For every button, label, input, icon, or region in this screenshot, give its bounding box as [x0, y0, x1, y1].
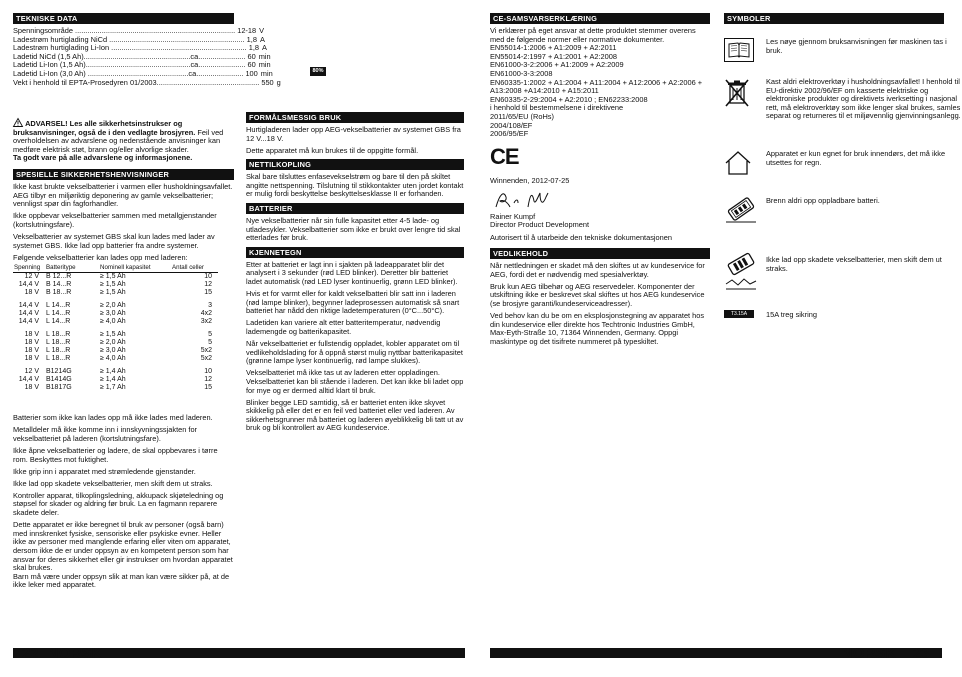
ce-header: CE-SAMSVARSERKLÆRING — [490, 13, 710, 24]
battery-cell: 15 — [204, 289, 212, 297]
spec-row — [13, 77, 281, 88]
spec-label: Ladetid Li-Ion (3,0 Ah) .................................................ca....................... — [13, 68, 244, 78]
symbol-bin — [724, 77, 961, 140]
th-capacity: Nominell kapasitet — [99, 264, 171, 273]
th-cells: Antall celler — [171, 264, 218, 273]
spec-unit: V — [259, 26, 265, 35]
page-number-left: 22 — [22, 645, 39, 662]
battery-cell: 12 — [204, 281, 212, 289]
spec-unit: A — [259, 34, 265, 44]
spec-label: Ladetid Li-Ion (1,5 Ah)...................................................ca....................... — [13, 60, 246, 70]
battery-row — [13, 376, 218, 384]
battery-row — [13, 281, 218, 289]
ce-text: Vi erklærer på eget ansvar at dette produktet stemmer overens med de følgende normer eller normative dokumenter. EN55014-1:2006 + A1:2009 + A2:2011 EN55014-2:1997 + A1:2001 + A2:2008 EN61000-3-2:2006 + A1:2009 + A2:2009 EN61000-3-3:2008 EN60335-1:2002 + A1:2004 + A11:2004 + A12:2006 + A2:2006 + A13:2008 +A14:2010 + A15:2011 EN60335-2-29:2004 + A2:2010 ; EN62233:2008 i henhold til bestemmelsene i direktivene 2011/65/EU (RoHs) 2004/108/EF 2006/95/EF — [490, 26, 703, 139]
spec-unit: min — [258, 51, 271, 61]
middle-column — [246, 112, 464, 437]
spec-label: Spenningsområde .............................................................................. — [13, 26, 236, 35]
sign-p3: Ladetiden kan variere alt etter batteritemperatur, nødvendig lademengde og batterikapasitet. — [246, 318, 441, 336]
signer-name: Rainer Kumpf — [490, 211, 536, 221]
safety-p6: Metalldeler må ikke komme inn i innskyvningssjakten for vekselbatteriet på laderen (kortslutningsfare). — [13, 425, 198, 443]
battery-cell: ≥ 1,4 Ah — [100, 376, 126, 384]
purpose-p2: Dette apparatet må kun brukes til de oppgitte formål. — [246, 145, 419, 155]
battery-header: BATTERIER — [246, 203, 464, 214]
th-voltage: Spenning — [13, 264, 45, 273]
battery-cell: ≥ 4,0 Ah — [100, 355, 126, 363]
warning-icon — [13, 118, 23, 127]
maint-p1: Når nettledningen er skadet må den skiftes ut av kundeservice for AEG, fordi det er nødvendig med spesialverktøy. — [490, 261, 705, 279]
battery-cell: ≥ 4,0 Ah — [100, 318, 126, 326]
symbols-header: SYMBOLER — [724, 13, 944, 24]
battery-row — [13, 310, 218, 318]
battery-cell: ≥ 1,5 Ah — [100, 289, 126, 297]
safety-p10: Kontroller apparat, tilkoplingsledning, akkupack skjøteledning og støpsel for skader og aldring før bruk. La en fagmann reparere skadete deler. — [13, 490, 224, 518]
battery-row — [13, 302, 218, 310]
left-body — [13, 118, 234, 593]
spec-label: Ladestrøm hurtiglading NiCd .................................................................. — [13, 34, 245, 44]
charge-badge: 80% — [310, 67, 326, 76]
battery-cell: L 18...R — [46, 331, 71, 339]
house-icon — [724, 150, 752, 176]
battery-row — [13, 368, 218, 376]
battery-table — [13, 264, 218, 392]
battery-cell: ≥ 1,4 Ah — [100, 368, 126, 376]
mains-p1: Skal bare tilsluttes enfasevekselstrøm og bare til den på skiltet angitte nettspenning. Tilslutning til stikkontakter uten jordet kontakt er mulig fordi beskyttelse beskyttelsesklasse II er forhanden. — [246, 172, 464, 199]
sign-header: KJENNETEGN — [246, 247, 464, 258]
battery-row — [13, 273, 218, 282]
symbol-fire — [724, 192, 944, 228]
battery-cell: ≥ 1,7 Ah — [100, 384, 126, 392]
fuse-label: T3.15A — [730, 311, 748, 317]
spec-label: Ladestrøm hurtiglading Li-Ion .................................................................. — [13, 43, 247, 53]
spec-value: 1,8 — [248, 43, 259, 53]
battery-cell: 14,4 V — [18, 376, 39, 384]
symbol-text-bin: Kast aldri elektroverktøy i husholdningsavfallet! I henhold til EU-direktiv 2002/96/EF om kasserte elektriske og elektroniske produkter og direktivets iverksetting i nasjonal rett, må elektroverktøy som ikke lenger skal brukes, samles separat og returneres til et miljøvennlig gjenvinningsanlegg. — [766, 77, 961, 121]
battery-cell: 14,4 V — [18, 310, 39, 318]
spec-unit: min — [258, 60, 271, 70]
battery-cell: 5 — [208, 331, 212, 339]
battery-row — [13, 347, 218, 355]
battery-cell: 4x2 — [200, 310, 212, 318]
mains-header: NETTILKOPLING — [246, 159, 464, 170]
language-right: NORSK — [842, 645, 897, 662]
spec-label: Vekt i henhold til EPTA-Prosedyren 01/2003.................................................. — [13, 77, 260, 87]
ce-mark: CE — [490, 143, 519, 169]
warning-bold: ADVARSEL! Les alle sikkerhetsinstrukser og bruksanvisninger, også de i den vedlagte brosjyren. — [13, 119, 196, 137]
battery-cell: B 18...R — [46, 289, 72, 297]
battery-row — [13, 384, 218, 392]
spec-list — [13, 26, 281, 87]
left-column — [13, 13, 281, 87]
language-left: NORSK — [48, 645, 103, 662]
purpose-p1: Hurtigladeren lader opp AEG-vekselbatterier av systemet GBS fra 12 V...18 V. — [246, 125, 461, 143]
warning-paragraph — [13, 118, 234, 163]
page-number-right: 23 — [913, 645, 930, 662]
battery-cell: 14,4 V — [18, 281, 39, 289]
battery-cell: ≥ 3,0 Ah — [100, 310, 126, 318]
battery-cell: 18 V — [24, 339, 39, 347]
warning-text: Feil ved overholdelsen av advarslene og nedenstående anvisninger kan medføre elektrisk støt, brann og/eller alvorlige skader. — [13, 127, 224, 154]
spec-value: 550 — [261, 77, 274, 87]
symbol-text-book: Les nøye gjennom bruksanvisningen før maskinen tas i bruk. — [766, 37, 947, 55]
battery-cell: 14,4 V — [18, 318, 39, 326]
safety-p7: Ikke åpne vekselbatterier og ladere, de skal oppbevares i tørre rom. Beskyttes mot fuktighet. — [13, 446, 218, 464]
sign-p5: Vekselbatteriet må ikke tas ut av laderen etter oppladingen. Vekselbatteriet kan bli stående i laderen. Det kan ikke bli ladet opp for mye og er dermed alltid klart til bruk. — [246, 368, 464, 395]
battery-cell: ≥ 2,0 Ah — [100, 339, 126, 347]
battery-cell: ≥ 1,5 Ah — [100, 281, 126, 289]
battery-cell: 5x2 — [200, 347, 212, 355]
crossed-bin-icon — [724, 78, 750, 108]
battery-cell: 10 — [204, 368, 212, 376]
safety-p1: Ikke kast brukte vekselbatterier i varmen eller husholdningsavfallet. AEG tilbyr en miljøriktig deponering av gamle vekselbatterier; vennligst spør din fagforhandler. — [13, 181, 233, 209]
symbol-text-damaged: Ikke lad opp skadete vekselbatterier, men skift dem ut straks. — [766, 255, 942, 273]
battery-cell: B1214G — [46, 368, 72, 376]
battery-cell: 5x2 — [200, 355, 212, 363]
safety-p11: Dette apparatet er ikke beregnet til bruk av personer (også barn) med innskrenket fysiske, sensoriske eller psykiske evner. Heller ikke av personer med manglende erfaring eller viten om apparatet, dersom ikke de er under oppsyn av en kompetent person som har ansvar for deres sikkerhet eller gir instrukser om hvordan apparatet skal brukes. Barn må være under oppsyn slik at man kan være sikker på, at de ikke leker med apparatet. — [13, 520, 233, 590]
symbol-text-fire: Brenn aldri opp oppladbare batteri. — [766, 196, 880, 205]
symbol-book — [724, 37, 947, 68]
battery-cell: L 14...R — [46, 302, 71, 310]
spec-value: 1,8 — [246, 34, 257, 44]
battery-cell: 3x2 — [200, 318, 212, 326]
book-icon — [724, 38, 754, 62]
safety-p2: Ikke oppbevar vekselbatterier sammen med metallgjenstander (kortslutningsfare). — [13, 211, 217, 229]
purpose-header: FORMÅLSMESSIG BRUK — [246, 112, 464, 123]
sign-p6: Blinker begge LED samtidig, så er batteriet enten ikke skyvet skikkelig på eller det er en feil ved batteriet eller ved laderen. Av sikkerhetsgrunner må batteriet og laderen øyeblikkelig bli tatt ut av bruk og bli kontrollert av AEG kundeservice. — [246, 397, 464, 433]
symbol-damaged — [724, 250, 944, 294]
sign-p4: Når vekselbatteriet er fullstendig oppladet, kobler apparatet om til vedlikeholdslading for å oppnå størst mulig nyttbar batterikapasitet (grønne lampe lyser kontinuerlig, rød lampe slukkes). — [246, 339, 463, 366]
battery-cell: B1414G — [46, 376, 72, 384]
battery-cell: ≥ 2,0 Ah — [100, 302, 126, 310]
spec-value: 100 — [245, 68, 258, 78]
battery-cell: 15 — [204, 384, 212, 392]
maint-p3: Ved behov kan du be om en eksplosjonstegning av apparatet hos din kundeservice eller direkte hos Techtronic Industries GmbH, Max-Eyth-Straße 10, 71364 Winnenden, Germany. Oppgi maskintype og det tisifrete nummeret på typeskiltet. — [490, 311, 705, 346]
battery-cell: 18 V — [24, 347, 39, 355]
battery-cell: B1817G — [46, 384, 72, 392]
symbols-column — [724, 13, 944, 27]
spec-unit: A — [262, 43, 267, 53]
safety-p3: Vekselbatterier av systemet GBS skal kun lades med lader av systemet GBS. Ikke lad opp batterier fra andre systemer. — [13, 231, 215, 250]
battery-cell: 18 V — [24, 289, 39, 297]
sign-p1: Etter at batteriet er lagt inn i sjakten på ladeapparatet blir det analysert i 3 sekunder (rød LED blinker). Deretter blir batteriet ladet automatisk (rød LED lyser kontinuerlig, grønn LED blinker). — [246, 259, 458, 287]
safety-p4: Følgende vekselbatterier kan lades opp med laderen: — [13, 252, 188, 262]
declaration-date: Winnenden, 2012-07-25 — [490, 175, 570, 185]
spec-value: 60 — [247, 60, 256, 70]
battery-cell: 10 — [204, 273, 212, 281]
battery-cell: L 14...R — [46, 318, 71, 326]
battery-cell: 12 — [204, 376, 212, 384]
battery-cell: 18 V — [24, 384, 39, 392]
battery-cell: 12 V — [24, 273, 39, 281]
spec-unit: min — [260, 68, 273, 78]
warning-keep: Ta godt vare på alle advarslene og informasjonene. — [13, 153, 193, 163]
battery-cell: 18 V — [24, 331, 39, 339]
symbol-house — [724, 150, 944, 180]
battery-cell: B 12...R — [46, 273, 72, 281]
battery-cell: L 18...R — [46, 339, 71, 347]
fuse-icon — [724, 310, 754, 318]
battery-cell: 14,4 V — [18, 302, 39, 310]
battery-fire-icon — [724, 192, 758, 226]
maint-p2: Bruk kun AEG tilbehør og AEG reservedeler. Komponenter der utskiftning ikke er beskrevet skal skiftes ut hos AEG kundeservice (se brosjyre garanti/kundeserviceadresser). — [490, 281, 705, 308]
symbol-fuse — [724, 310, 944, 324]
spec-value: 60 — [247, 51, 256, 61]
battery-cell: 5 — [208, 339, 212, 347]
battery-cell: L 14...R — [46, 310, 71, 318]
battery-row — [13, 318, 218, 326]
spec-value: 12-18 — [237, 26, 257, 35]
authorized-text: Autorisert til å utarbeide den tekniske dokumentasjonen — [490, 232, 673, 242]
safety-p8: Ikke grip inn i apparatet med strømledende gjenstander. — [13, 466, 196, 476]
battery-row — [13, 289, 218, 297]
maintenance-header: VEDLIKEHOLD — [490, 248, 710, 259]
spec-label: Ladetid NiCd (1,5 Ah)....................................................ca....................... — [13, 51, 246, 61]
tech-data-header: TEKNISKE DATA — [13, 13, 234, 24]
battery-cell: ≥ 1,5 Ah — [100, 331, 126, 339]
symbol-text-fuse: 15A treg sikring — [766, 310, 817, 319]
battery-cell: ≥ 3,0 Ah — [100, 347, 126, 355]
safety-p9: Ikke lad opp skadete vekselbatterier, men skift dem ut straks. — [13, 478, 213, 488]
battery-row — [13, 339, 218, 347]
battery-p1: Nye vekselbatterier når sin fulle kapasitet etter 4-5 lade- og utladesykler. Vekselbatterier som ikke er brukt over lengre tid skal etterlades før bruk. — [246, 216, 461, 243]
battery-row — [13, 355, 218, 363]
damaged-battery-icon — [724, 250, 758, 292]
safety-p5: Batterier som ikke kan lades opp må ikke lades med laderen. — [13, 413, 213, 423]
th-type: Batteritype — [45, 264, 99, 273]
battery-cell: B 14...R — [46, 281, 72, 289]
battery-cell: ≥ 1,5 Ah — [100, 273, 126, 281]
signer-title: Director Product Development — [490, 220, 589, 230]
battery-cell: 18 V — [24, 355, 39, 363]
right-column — [490, 13, 710, 350]
signature-image — [494, 189, 554, 211]
battery-row — [13, 331, 218, 339]
safety-header: SPESIELLE SIKKERHETSHENVISNINGER — [13, 169, 234, 180]
battery-cell: L 18...R — [46, 347, 71, 355]
spec-unit: g — [276, 77, 281, 87]
battery-cell: 12 V — [24, 368, 39, 376]
symbol-text-house: Apparatet er kun egnet for bruk innendørs, det må ikke utsettes for regn. — [766, 149, 946, 167]
battery-cell: 3 — [208, 302, 212, 310]
sign-p2: Hvis et for varmt eller for kaldt vekselbatteri blir satt inn i laderen (rød lampe blinker), begynner ladeprosessen automatisk så snart batteriet har nådd den riktige ladetemperaturen (0°C...50°C). — [246, 289, 460, 316]
battery-cell: L 18...R — [46, 355, 71, 363]
